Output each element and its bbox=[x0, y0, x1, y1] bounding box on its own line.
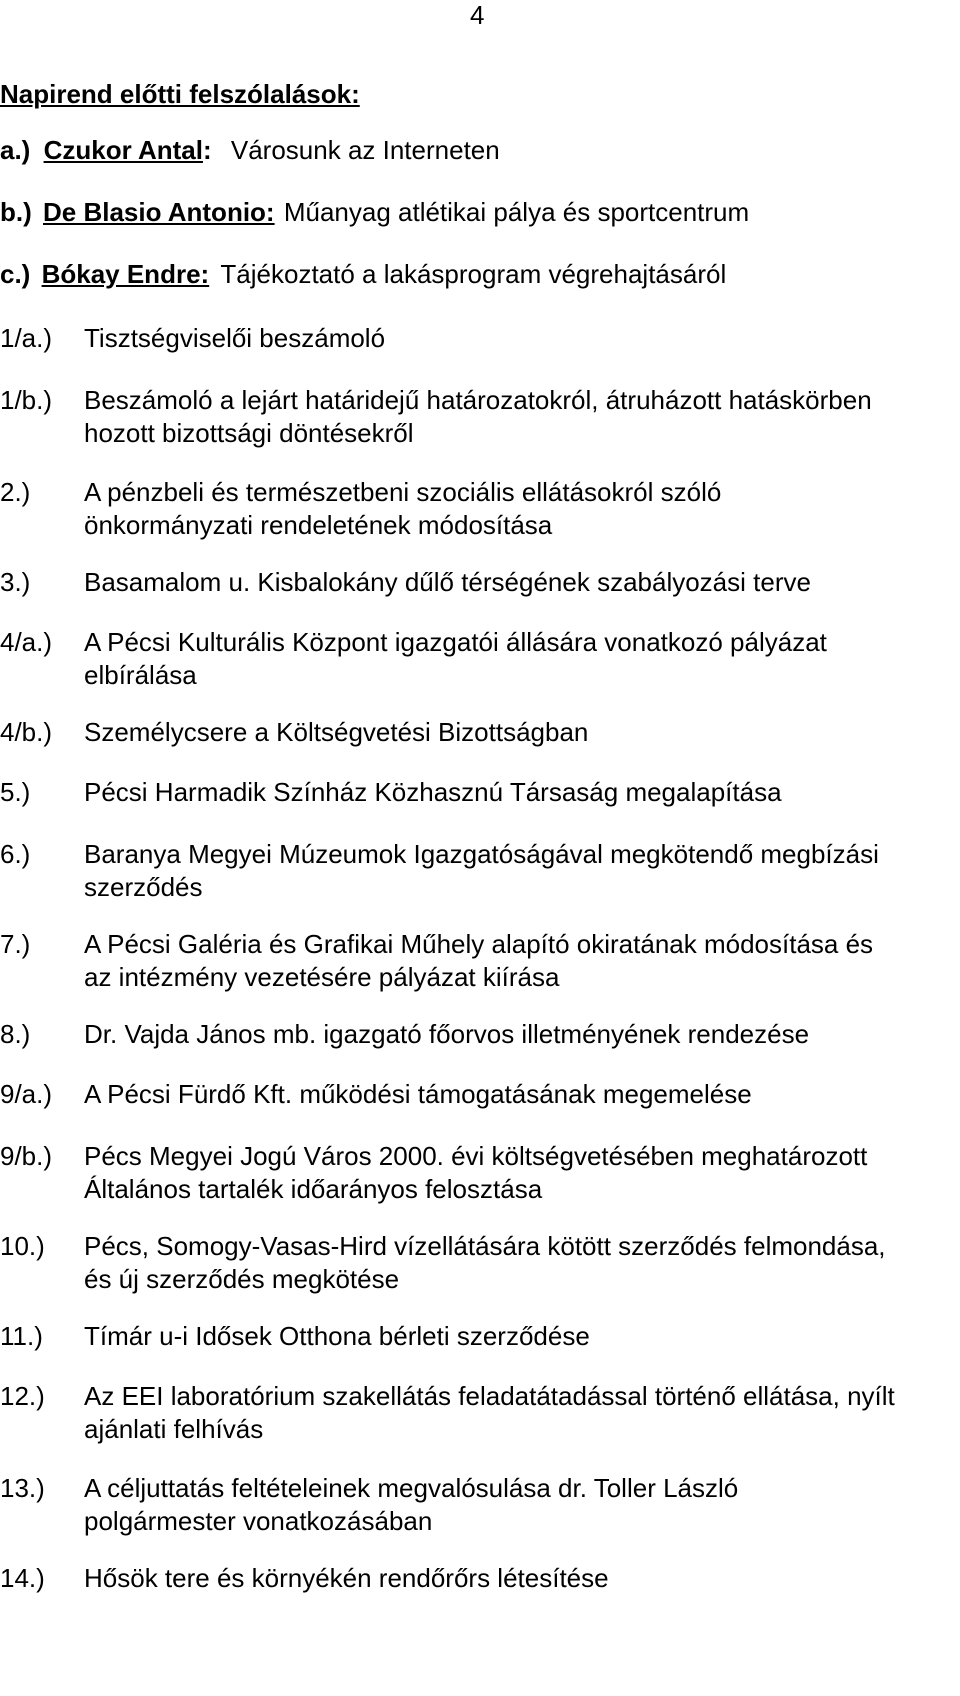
page-number: 4 bbox=[470, 0, 485, 30]
agenda-item-line: Tisztségviselői beszámoló bbox=[84, 323, 386, 353]
agenda-item-line: Személycsere a Költségvetési Bizottságban bbox=[84, 717, 589, 747]
agenda-item-line: ajánlati felhívás bbox=[84, 1414, 264, 1444]
speech-separator: : bbox=[202, 135, 212, 165]
section-heading: Napirend előtti felszólalások: bbox=[0, 79, 360, 109]
agenda-item-line: Pécsi Harmadik Színház Közhasznú Társaság megalapítása bbox=[84, 777, 782, 807]
agenda-item-line: Basamalom u. Kisbalokány dűlő térségének szabályozási terve bbox=[84, 567, 811, 597]
agenda-item-line: Baranya Megyei Múzeumok Igazgatóságával megkötendő megbízási bbox=[84, 839, 879, 869]
agenda-item-line: Általános tartalék időarányos felosztása bbox=[84, 1174, 543, 1204]
agenda-item-line: Az EEI laboratórium szakellátás feladatátadással történő ellátása, nyílt bbox=[84, 1381, 895, 1411]
agenda-item-line: polgármester vonatkozásában bbox=[84, 1506, 433, 1536]
agenda-item-number: 7.) bbox=[0, 929, 31, 959]
agenda-item-line: Beszámoló a lejárt határidejű határozatokról, átruházott hatáskörben bbox=[84, 385, 872, 415]
speech-item bbox=[0, 258, 726, 290]
agenda-item-line: A Pécsi Galéria és Grafikai Műhely alapító okiratának módosítása és bbox=[84, 929, 874, 959]
agenda-item-line: az intézmény vezetésére pályázat kiírása bbox=[84, 962, 560, 992]
speech-item bbox=[0, 134, 500, 166]
agenda-item-line: A Pécsi Kulturális Központ igazgatói állására vonatkozó pályázat bbox=[84, 627, 827, 657]
agenda-item-number: 11.) bbox=[0, 1321, 43, 1351]
agenda-item-number: 12.) bbox=[0, 1381, 45, 1411]
agenda-item-number: 9/a.) bbox=[0, 1079, 53, 1109]
agenda-item-number: 4/a.) bbox=[0, 627, 53, 657]
agenda-item-line: Hősök tere és környékén rendőrőrs létesítése bbox=[84, 1563, 609, 1593]
agenda-item-line: A pénzbeli és természetbeni szociális ellátásokról szóló bbox=[84, 477, 722, 507]
agenda-item-number: 5.) bbox=[0, 777, 31, 807]
speech-topic: Műanyag atlétikai pálya és sportcentrum bbox=[283, 197, 750, 227]
agenda-item-number: 2.) bbox=[0, 477, 31, 507]
agenda-item-number: 10.) bbox=[0, 1231, 45, 1261]
agenda-item-line: szerződés bbox=[84, 872, 203, 902]
speech-topic: Tájékoztató a lakásprogram végrehajtásáról bbox=[220, 259, 727, 289]
agenda-item-line: elbírálása bbox=[84, 660, 197, 690]
agenda-item-number: 6.) bbox=[0, 839, 31, 869]
speech-item bbox=[0, 196, 749, 228]
agenda-item-line: önkormányzati rendeletének módosítása bbox=[84, 510, 553, 540]
agenda-item-number: 1/a.) bbox=[0, 323, 53, 353]
agenda-item-number: 3.) bbox=[0, 567, 31, 597]
agenda-item-number: 8.) bbox=[0, 1019, 31, 1049]
speech-speaker: Czukor Antal bbox=[43, 135, 203, 165]
speech-speaker: De Blasio Antonio: bbox=[43, 197, 275, 227]
speech-prefix: b.) bbox=[0, 197, 32, 227]
agenda-item-line: hozott bizottsági döntésekről bbox=[84, 418, 414, 448]
speech-prefix: a.) bbox=[0, 135, 31, 165]
agenda-item-line: A céljuttatás feltételeinek megvalósulása dr. Toller László bbox=[84, 1473, 739, 1503]
agenda-item-number: 13.) bbox=[0, 1473, 45, 1503]
speech-prefix: c.) bbox=[0, 259, 31, 289]
speech-topic: Városunk az Interneten bbox=[230, 135, 500, 165]
agenda-item-line: és új szerződés megkötése bbox=[84, 1264, 400, 1294]
agenda-item-line: Tímár u-i Idősek Otthona bérleti szerződése bbox=[84, 1321, 590, 1351]
agenda-item-line: Pécs, Somogy-Vasas-Hird vízellátására kötött szerződés felmondása, bbox=[84, 1231, 886, 1261]
agenda-item-line: A Pécsi Fürdő Kft. működési támogatásának megemelése bbox=[84, 1079, 752, 1109]
agenda-item-number: 1/b.) bbox=[0, 385, 53, 415]
agenda-item-number: 9/b.) bbox=[0, 1141, 53, 1171]
agenda-item-line: Pécs Megyei Jogú Város 2000. évi költségvetésében meghatározott bbox=[84, 1141, 868, 1171]
agenda-item-number: 14.) bbox=[0, 1563, 45, 1593]
agenda-item-line: Dr. Vajda János mb. igazgató főorvos illetményének rendezése bbox=[84, 1019, 810, 1049]
speech-speaker: Bókay Endre: bbox=[41, 259, 210, 289]
agenda-item-number: 4/b.) bbox=[0, 717, 53, 747]
